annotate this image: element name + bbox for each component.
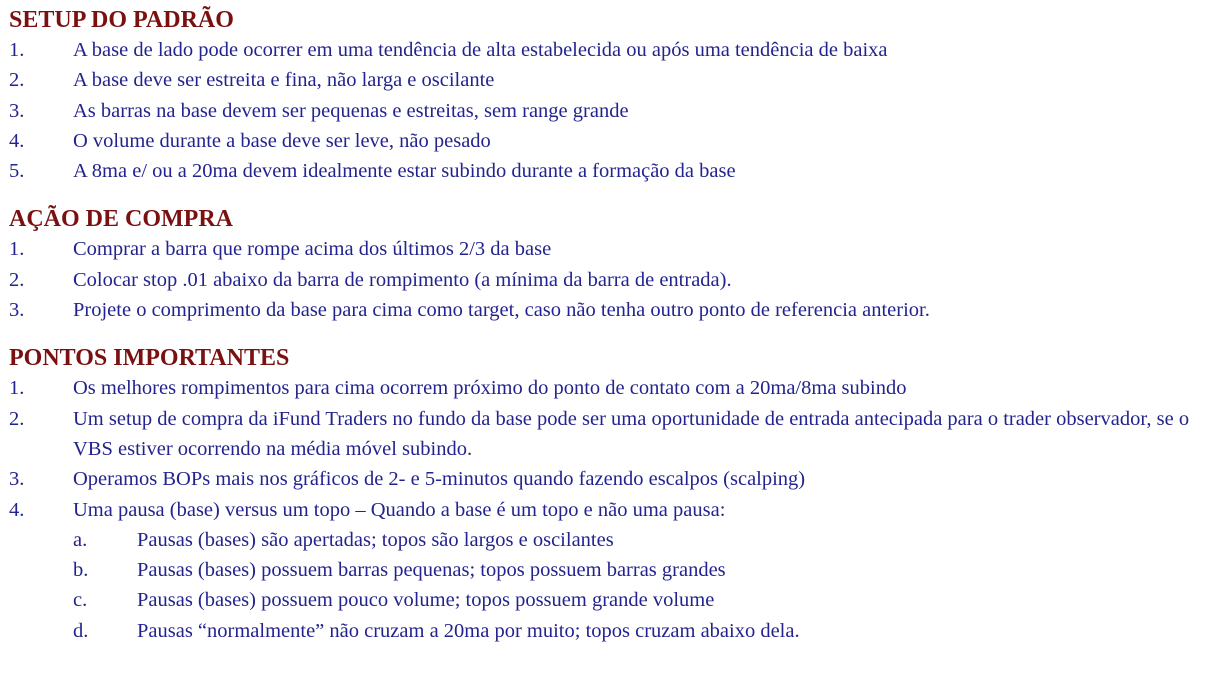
subitem-letter: a. [73,528,88,551]
numbered-list [9,373,1199,524]
item-text: Projete o comprimento da base para cima como target, caso não tenha outro ponto de referencia anterior. [73,299,930,322]
item-number: 3. [9,99,25,122]
subitem-letter: c. [73,589,88,612]
document-page [9,5,1199,646]
item-text: Comprar a barra que rompe acima dos últimos 2/3 da base [73,238,552,261]
section-pontos-importantes [9,343,1199,646]
numbered-list [9,35,1199,186]
sublist-item [9,555,1199,585]
list-item [9,295,1199,325]
sublist-item [9,585,1199,615]
list-item [9,96,1199,126]
sublist-item [9,616,1199,646]
lettered-sublist [9,525,1199,646]
item-text: A 8ma e/ ou a 20ma devem idealmente estar subindo durante a formação da base [73,160,736,183]
list-item [9,495,1199,525]
section-title: SETUP DO PADRÃO [9,7,234,33]
list-item [9,234,1199,264]
list-item [9,65,1199,95]
section-title: AÇÃO DE COMPRA [9,206,233,233]
item-text: Um setup de compra da iFund Traders no fundo da base pode ser uma oportunidade de entrada antecipada para o trader observador, se o VBS estiver ocorrendo na média móvel subindo. [73,407,1190,460]
item-text: A base deve ser estreita e fina, não larga e oscilante [73,69,495,92]
item-number: 2. [9,407,25,430]
item-number: 3. [9,299,25,322]
section-acao-de-compra [9,204,1199,325]
section-title: PONTOS IMPORTANTES [9,345,290,372]
list-item [9,464,1199,494]
list-item [9,404,1199,465]
item-text: Os melhores rompimentos para cima ocorrem próximo do ponto de contato com a 20ma/8ma subindo [73,377,907,400]
subitem-text: Pausas (bases) são apertadas; topos são largos e oscilantes [137,528,614,551]
item-text: As barras na base devem ser pequenas e estreitas, sem range grande [73,99,629,122]
list-item [9,35,1199,65]
item-text: O volume durante a base deve ser leve, não pesado [73,129,491,152]
item-number: 3. [9,468,25,491]
item-number: 1. [9,377,25,400]
item-number: 4. [9,498,25,521]
item-number: 5. [9,160,25,183]
subitem-text: Pausas (bases) possuem barras pequenas; topos possuem barras grandes [137,559,726,582]
list-item [9,265,1199,295]
subitem-text: Pausas “normalmente” não cruzam a 20ma por muito; topos cruzam abaixo dela. [137,619,800,642]
subitem-text: Pausas (bases) possuem pouco volume; topos possuem grande volume [137,589,715,612]
item-text: Operamos BOPs mais nos gráficos de 2- e 5-minutos quando fazendo escalpos (scalping) [73,468,806,491]
list-item [9,373,1199,403]
list-item [9,156,1199,186]
item-number: 2. [9,268,25,291]
section-setup-do-padrao [9,5,1199,186]
sublist-item [9,525,1199,555]
item-number: 1. [9,238,25,261]
numbered-list [9,234,1199,325]
item-number: 2. [9,69,25,92]
subitem-letter: b. [73,559,89,582]
item-number: 4. [9,129,25,152]
item-text: A base de lado pode ocorrer em uma tendência de alta estabelecida ou após uma tendência de baixa [73,39,888,61]
item-number: 1. [9,39,25,61]
item-text: Colocar stop .01 abaixo da barra de rompimento (a mínima da barra de entrada). [73,268,732,291]
list-item [9,126,1199,156]
subitem-letter: d. [73,619,89,642]
item-text: Uma pausa (base) versus um topo – Quando a base é um topo e não uma pausa: [73,498,726,521]
